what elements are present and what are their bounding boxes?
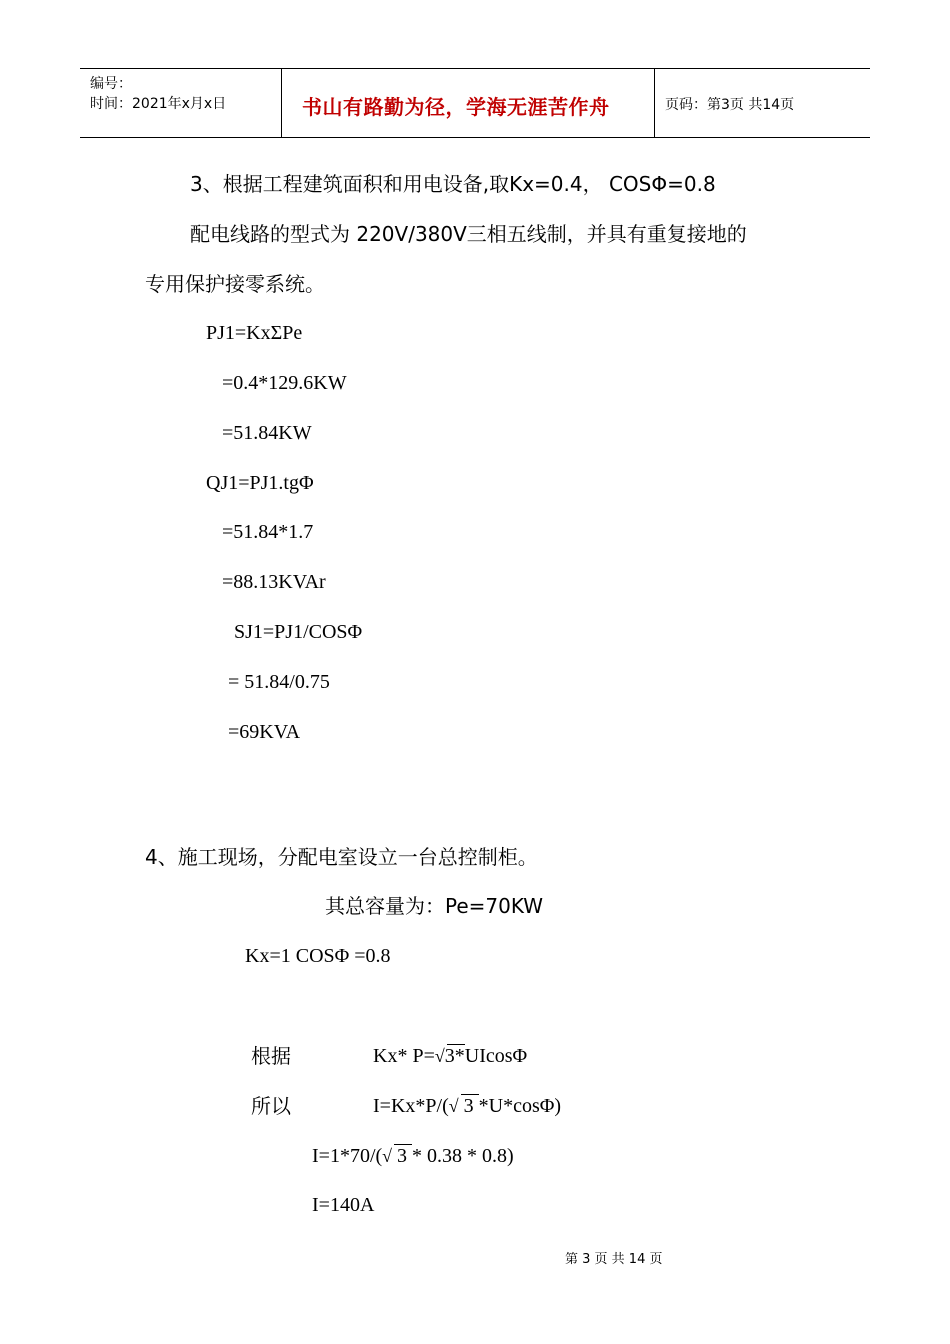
page-info: 页码：第3页 共14页 [665, 97, 795, 113]
line-1: 3、根据工程建筑面积和用电设备,取Kx=0.4， COSΦ=0.8 [190, 172, 716, 196]
sqrt-icon: √ [382, 1146, 392, 1166]
sqrt-icon: √ [435, 1046, 445, 1066]
line-9: =88.13KVAr [222, 571, 326, 593]
header-meta-cell [80, 69, 282, 137]
header-page-cell [655, 69, 870, 137]
date-label: 时间：2021年x月x日 [90, 96, 227, 112]
motto: 书山有路勤为径，学海无涯苦作舟 [302, 95, 610, 119]
number-label: 编号： [90, 76, 132, 92]
line-18-part-b: 3 * 0.38 * 0.8) [392, 1145, 514, 1167]
line-8: =51.84*1.7 [222, 521, 314, 543]
line-13: 4、施工现场，分配电室设立一台总控制柜。 [145, 845, 538, 869]
line-18-formula [312, 1146, 514, 1166]
line-17-label: 所以 [251, 1094, 291, 1118]
line-15: Kx=1 COSΦ =0.8 [245, 945, 391, 967]
page-footer: 第 3 页 共 14 页 [565, 1252, 663, 1267]
page-header [80, 68, 870, 138]
line-10: SJ1=PJ1/COSΦ [234, 621, 363, 643]
line-14: 其总容量为：Pe=70KW [325, 894, 544, 918]
line-11: = 51.84/0.75 [228, 671, 330, 693]
line-16-part-a: Kx* P= [373, 1045, 435, 1067]
line-2: 配电线路的型式为 220V/380V三相五线制，并具有重复接地的 [190, 222, 747, 246]
line-18-part-a: I=1*70/( [312, 1145, 383, 1167]
line-17-formula [373, 1096, 561, 1116]
line-5: =0.4*129.6KW [222, 372, 347, 394]
line-12: =69KVA [228, 721, 301, 743]
sqrt-icon: √ [449, 1096, 459, 1116]
line-19: I=140A [312, 1194, 375, 1216]
line-16-part-b: 3*UIcosΦ [444, 1045, 528, 1067]
line-16-formula [373, 1046, 527, 1066]
line-4: PJ1=KxΣPe [206, 322, 303, 344]
line-6: =51.84KW [222, 422, 312, 444]
line-17-part-a: I=Kx*P/( [373, 1095, 449, 1117]
line-17-part-b: 3 *U*cosΦ) [458, 1095, 562, 1117]
line-3: 专用保护接零系统。 [145, 272, 325, 296]
line-7: QJ1=PJ1.tgΦ [206, 472, 314, 494]
header-motto-cell [282, 69, 655, 137]
line-16-label: 根据 [251, 1044, 291, 1068]
